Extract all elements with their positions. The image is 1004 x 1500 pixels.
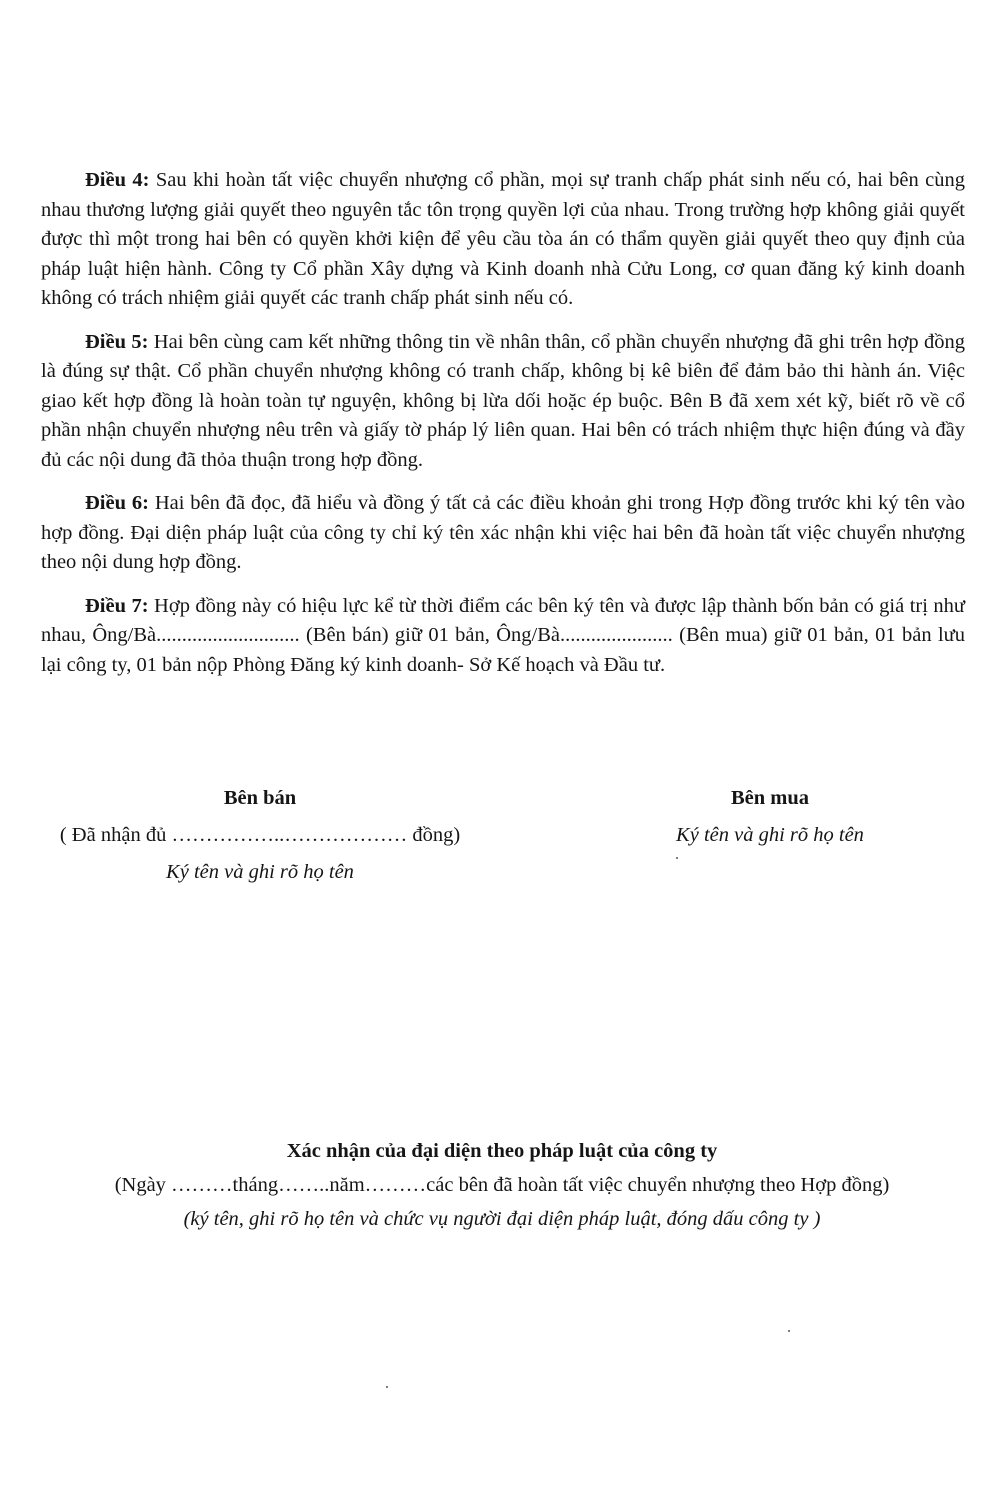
clause-text: Hai bên đã đọc, đã hiểu và đồng ý tất cả các điều khoản ghi trong Hợp đồng trước khi ký tên vào hợp đồng. Đại diện pháp luật của công ty chỉ ký tên xác nhận khi việc hai bên đã hoàn tất việc chuyển nhượng theo nội dung hợp đồng. [41, 492, 966, 573]
signature-section [0, 780, 1004, 900]
scan-speck [788, 1330, 790, 1332]
clause-4 [41, 166, 965, 314]
scan-speck [676, 857, 678, 859]
clause-6 [41, 489, 965, 578]
seller-sign-instruction: Ký tên và ghi rõ họ tên [166, 861, 354, 883]
confirmation-instruction: (ký tên, ghi rõ họ tên và chức vụ người đại diện pháp luật, đóng dấu công ty ) [183, 1208, 821, 1230]
clause-7 [41, 592, 965, 681]
buyer-sign-instruction: Ký tên và ghi rõ họ tên [676, 824, 864, 846]
clause-label: Điều 5: [85, 330, 149, 353]
contract-clauses [41, 166, 965, 694]
seller-title: Bên bán [223, 787, 297, 809]
clause-text: Hai bên cùng cam kết những thông tin về nhân thân, cổ phần chuyển nhượng đã ghi trên hợp đồng là đúng sự thật. Cổ phần chuyển nhượng không có tranh chấp, không bị kê biên để đảm bảo thi hành án. Việc giao kết hợp đồng là hoàn toàn tự nguyện, không bị lừa dối hoặc ép buộc. Bên B đã xem xét kỹ, biết rõ về cổ phần nhận chuyển nhượng nêu trên và giấy tờ pháp lý liên quan. Hai bên có trách nhiệm thực hiện đúng và đầy đủ các nội dung đã thỏa thuận trong hợp đồng. [41, 330, 965, 471]
clause-label: Điều 6: [85, 492, 149, 514]
clause-label: Điều 7: [85, 594, 149, 617]
seller-received-amount: ( Đã nhận đủ ……………..……………… đồng) [59, 824, 461, 846]
confirmation-date-line: (Ngày ………tháng……..năm………các bên đã hoàn tất việc chuyển nhượng theo Hợp đồng) [114, 1174, 890, 1196]
buyer-block [560, 780, 980, 854]
company-confirmation [40, 1134, 964, 1236]
clause-label: Điều 4: [85, 169, 150, 191]
confirmation-title: Xác nhận của đại diện theo pháp luật của công ty [286, 1140, 718, 1162]
scan-speck [386, 1386, 388, 1388]
clause-text: Hợp đồng này có hiệu lực kể từ thời điểm các bên ký tên và được lập thành bốn bản có giá trị như nhau, Ông/Bà............................ (Bên bán) giữ 01 bản, Ông/Bà...................... (Bên mua) giữ 01 bản, 01 bản lưu lại công ty, 01 bản nộp Phòng Đăng ký kinh doanh- Sở Kế hoạch và Đầu tư. [41, 594, 966, 676]
clause-5 [41, 328, 965, 476]
buyer-title: Bên mua [730, 787, 810, 809]
seller-block [40, 780, 480, 891]
clause-text: Sau khi hoàn tất việc chuyển nhượng cổ phần, mọi sự tranh chấp phát sinh nếu có, hai bên cùng nhau thương lượng giải quyết theo nguyên tắc tôn trọng quyền lợi của nhau. Trong trường hợp không giải quyết được thì một trong hai bên có quyền khởi kiện để yêu cầu tòa án có thẩm quyền giải quyết theo quy định của pháp luật hiện hành. Công ty Cổ phần Xây dựng và Kinh doanh nhà Cửu Long, cơ quan đăng ký kinh doanh không có trách nhiệm giải quyết các tranh chấp phát sinh nếu có. [41, 169, 965, 309]
